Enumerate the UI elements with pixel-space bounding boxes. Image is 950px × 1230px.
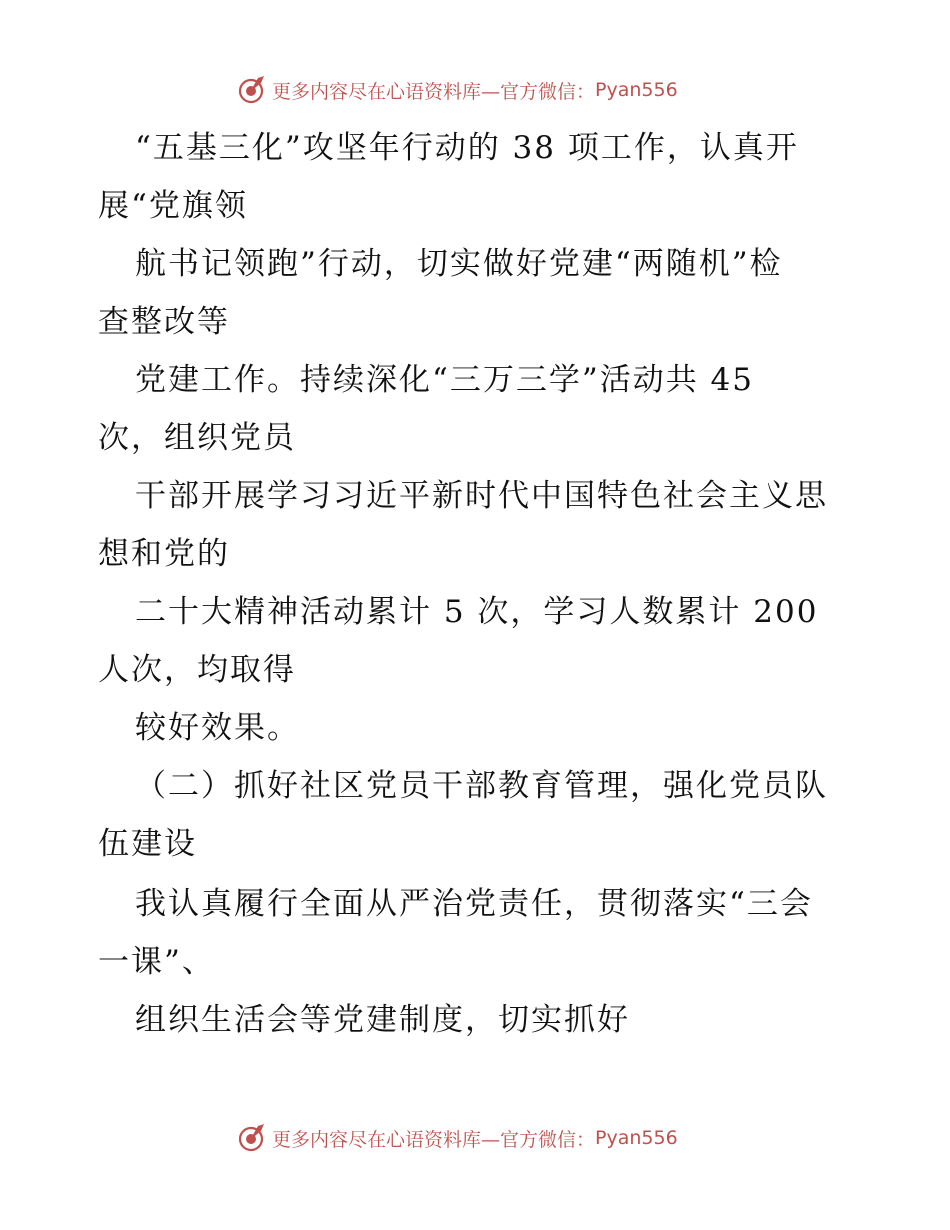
text-line: 展“党旗领 bbox=[98, 188, 248, 224]
quill-pen-seal-icon bbox=[236, 1123, 266, 1153]
section-heading-cont: 伍建设 bbox=[98, 826, 197, 862]
footer-watermark bbox=[236, 1121, 678, 1155]
text-line: 航书记领跑”行动，切实做好党建“两随机”检 bbox=[135, 246, 783, 282]
text-line: 二十大精神活动累计 5 次，学习人数累计 200 bbox=[135, 594, 819, 630]
text-line: 次，组织党员 bbox=[98, 420, 296, 456]
header-watermark bbox=[236, 73, 678, 107]
text-line: “五基三化”攻坚年行动的 38 项工作，认真开 bbox=[135, 130, 799, 166]
watermark-text: 更多内容尽在心语资料库—官方微信： bbox=[272, 1128, 596, 1151]
text-line: 查整改等 bbox=[98, 304, 230, 340]
watermark-text: 更多内容尽在心语资料库—官方微信： bbox=[272, 80, 596, 103]
text-line: 人次，均取得 bbox=[98, 652, 296, 688]
quill-pen-seal-icon bbox=[236, 75, 266, 105]
text-line: 较好效果。 bbox=[135, 710, 300, 746]
text-line: 组织生活会等党建制度，切实抓好 bbox=[135, 1002, 630, 1038]
text-line: 干部开展学习习近平新时代中国特色社会主义思 bbox=[135, 478, 828, 514]
text-line: 我认真履行全面从严治党责任，贯彻落实“三会 bbox=[135, 886, 813, 922]
watermark-wechat-id: Pyan556 bbox=[595, 1127, 678, 1149]
text-line: 想和党的 bbox=[98, 536, 230, 572]
watermark-wechat-id: Pyan556 bbox=[595, 79, 678, 101]
section-heading: （二）抓好社区党员干部教育管理，强化党员队 bbox=[135, 768, 828, 804]
text-line: 党建工作。持续深化“三万三学”活动共 45 bbox=[135, 362, 754, 398]
text-line: 一课”、 bbox=[98, 944, 215, 980]
